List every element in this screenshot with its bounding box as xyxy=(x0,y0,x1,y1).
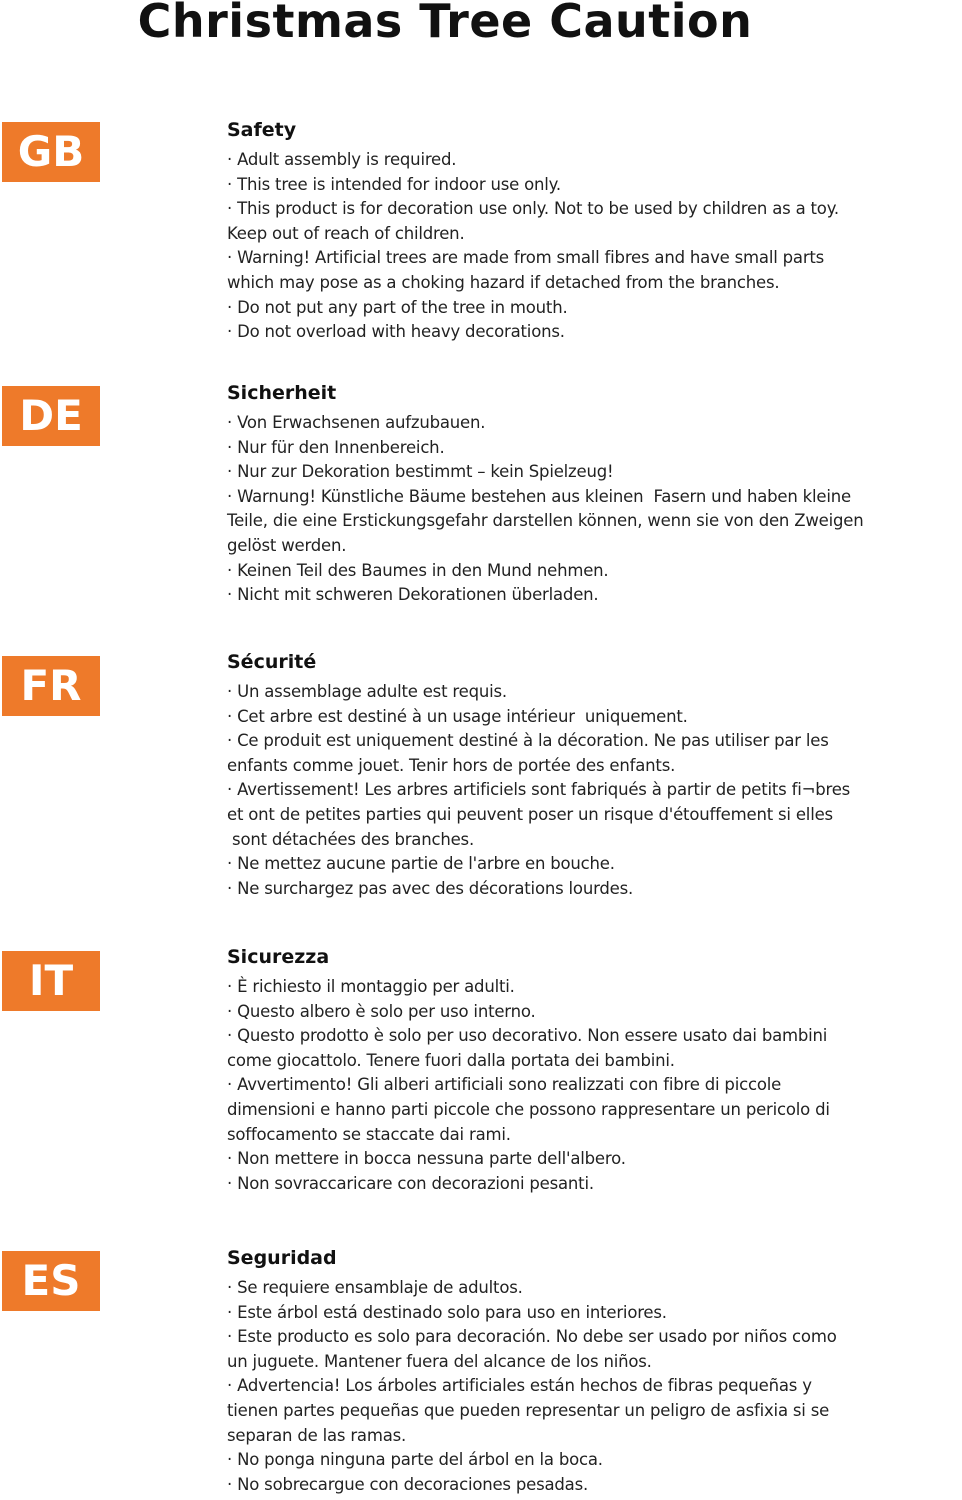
section-lines-gb xyxy=(227,148,962,345)
text-line: gelöst werden. xyxy=(227,535,347,555)
text-line: · Nur zur Dekoration bestimmt – kein Spielzeug! xyxy=(227,462,614,482)
text-line: separan de las ramas. xyxy=(227,1425,407,1445)
section-content-fr xyxy=(227,650,962,901)
text-line: tienen partes pequeñas que pueden representar un peligro de asfixia si se xyxy=(227,1400,830,1420)
language-badge-it: IT xyxy=(2,951,100,1011)
text-line: · This product is for decoration use only. Not to be used by children as a toy. xyxy=(227,199,839,219)
section-content-de xyxy=(227,381,962,608)
section-lines-it xyxy=(227,975,962,1196)
section-content-gb xyxy=(227,118,962,345)
text-line: et ont de petites parties qui peuvent poser un risque d'étouffement si elles xyxy=(227,804,833,824)
text-line: · Nur für den Innenbereich. xyxy=(227,437,445,457)
text-line: · Cet arbre est destiné à un usage intérieur uniquement. xyxy=(227,706,688,726)
text-line: enfants comme jouet. Tenir hors de portée des enfants. xyxy=(227,755,676,775)
text-line: · Se requiere ensamblaje de adultos. xyxy=(227,1278,523,1297)
text-line: · Adult assembly is required. xyxy=(227,150,457,169)
text-line: · Ce produit est uniquement destiné à la décoration. Ne pas utiliser par les xyxy=(227,731,829,751)
section-lines-fr xyxy=(227,680,962,901)
text-line: · Warnung! Künstliche Bäume bestehen aus kleinen Fasern und haben kleine xyxy=(227,486,851,506)
section-heading-fr: Sécurité xyxy=(227,651,317,673)
language-badge-fr: FR xyxy=(2,656,100,716)
text-line: · Este producto es solo para decoración. No debe ser usado por niños como xyxy=(227,1327,837,1347)
text-line: soffocamento se staccate dai rami. xyxy=(227,1124,511,1144)
text-line: · This tree is intended for indoor use only. xyxy=(227,174,561,194)
text-line: Keep out of reach of children. xyxy=(227,223,465,243)
text-line: · Ne surchargez pas avec des décorations lourdes. xyxy=(227,878,634,898)
section-heading-gb: Safety xyxy=(227,119,297,141)
section-lines-es xyxy=(227,1276,962,1497)
text-line: · Este árbol está destinado solo para uso en interiores. xyxy=(227,1302,667,1322)
language-badge-de: DE xyxy=(2,386,100,446)
text-line: dimensioni e hanno parti piccole che possono rappresentare un pericolo di xyxy=(227,1099,830,1119)
text-line: Teile, die eine Erstickungsgefahr darstellen können, wenn sie von den Zweigen xyxy=(227,511,864,531)
section-heading-de: Sicherheit xyxy=(227,382,337,404)
text-line: un juguete. Mantener fuera del alcance de los niños. xyxy=(227,1351,652,1371)
language-badge-es: ES xyxy=(2,1251,100,1311)
section-lines-de xyxy=(227,411,962,608)
text-line: · Questo prodotto è solo per uso decorativo. Non essere usato dai bambini xyxy=(227,1026,828,1046)
text-line: · Avertissement! Les arbres artificiels sont fabriqués à partir de petits fi¬bres xyxy=(227,780,851,800)
text-line: · Von Erwachsenen aufzubauen. xyxy=(227,413,486,432)
text-line: come giocattolo. Tenere fuori dalla portata dei bambini. xyxy=(227,1050,675,1070)
text-line: · Questo albero è solo per uso interno. xyxy=(227,1001,536,1021)
text-line: which may pose as a choking hazard if detached from the branches. xyxy=(227,272,780,292)
text-line: · No sobrecargue con decoraciones pesadas. xyxy=(227,1474,589,1494)
text-line: · Keinen Teil des Baumes in den Mund nehmen. xyxy=(227,560,609,580)
text-line: · Non mettere in bocca nessuna parte dell'albero. xyxy=(227,1149,626,1169)
text-line: sont détachées des branches. xyxy=(227,829,475,849)
text-line: · Warning! Artificial trees are made from small fibres and have small parts xyxy=(227,248,825,268)
text-line: · È richiesto il montaggio per adulti. xyxy=(227,977,515,996)
text-line: · Non sovraccaricare con decorazioni pesanti. xyxy=(227,1173,594,1193)
section-heading-es: Seguridad xyxy=(227,1247,337,1269)
section-content-es xyxy=(227,1246,962,1497)
section-content-it xyxy=(227,945,962,1196)
text-line: · Do not overload with heavy decorations. xyxy=(227,322,565,342)
text-line: · Un assemblage adulte est requis. xyxy=(227,682,507,701)
section-heading-it: Sicurezza xyxy=(227,946,330,968)
text-line: · No ponga ninguna parte del árbol en la boca. xyxy=(227,1450,603,1470)
page-title: Christmas Tree Caution xyxy=(137,0,753,48)
language-badge-gb: GB xyxy=(2,122,100,182)
text-line: · Ne mettez aucune partie de l'arbre en bouche. xyxy=(227,854,615,874)
text-line: · Advertencia! Los árboles artificiales están hechos de fibras pequeñas y xyxy=(227,1376,812,1396)
text-line: · Avvertimento! Gli alberi artificiali sono realizzati con fibre di piccole xyxy=(227,1075,782,1095)
text-line: · Do not put any part of the tree in mouth. xyxy=(227,297,568,317)
text-line: · Nicht mit schweren Dekorationen überladen. xyxy=(227,585,599,605)
